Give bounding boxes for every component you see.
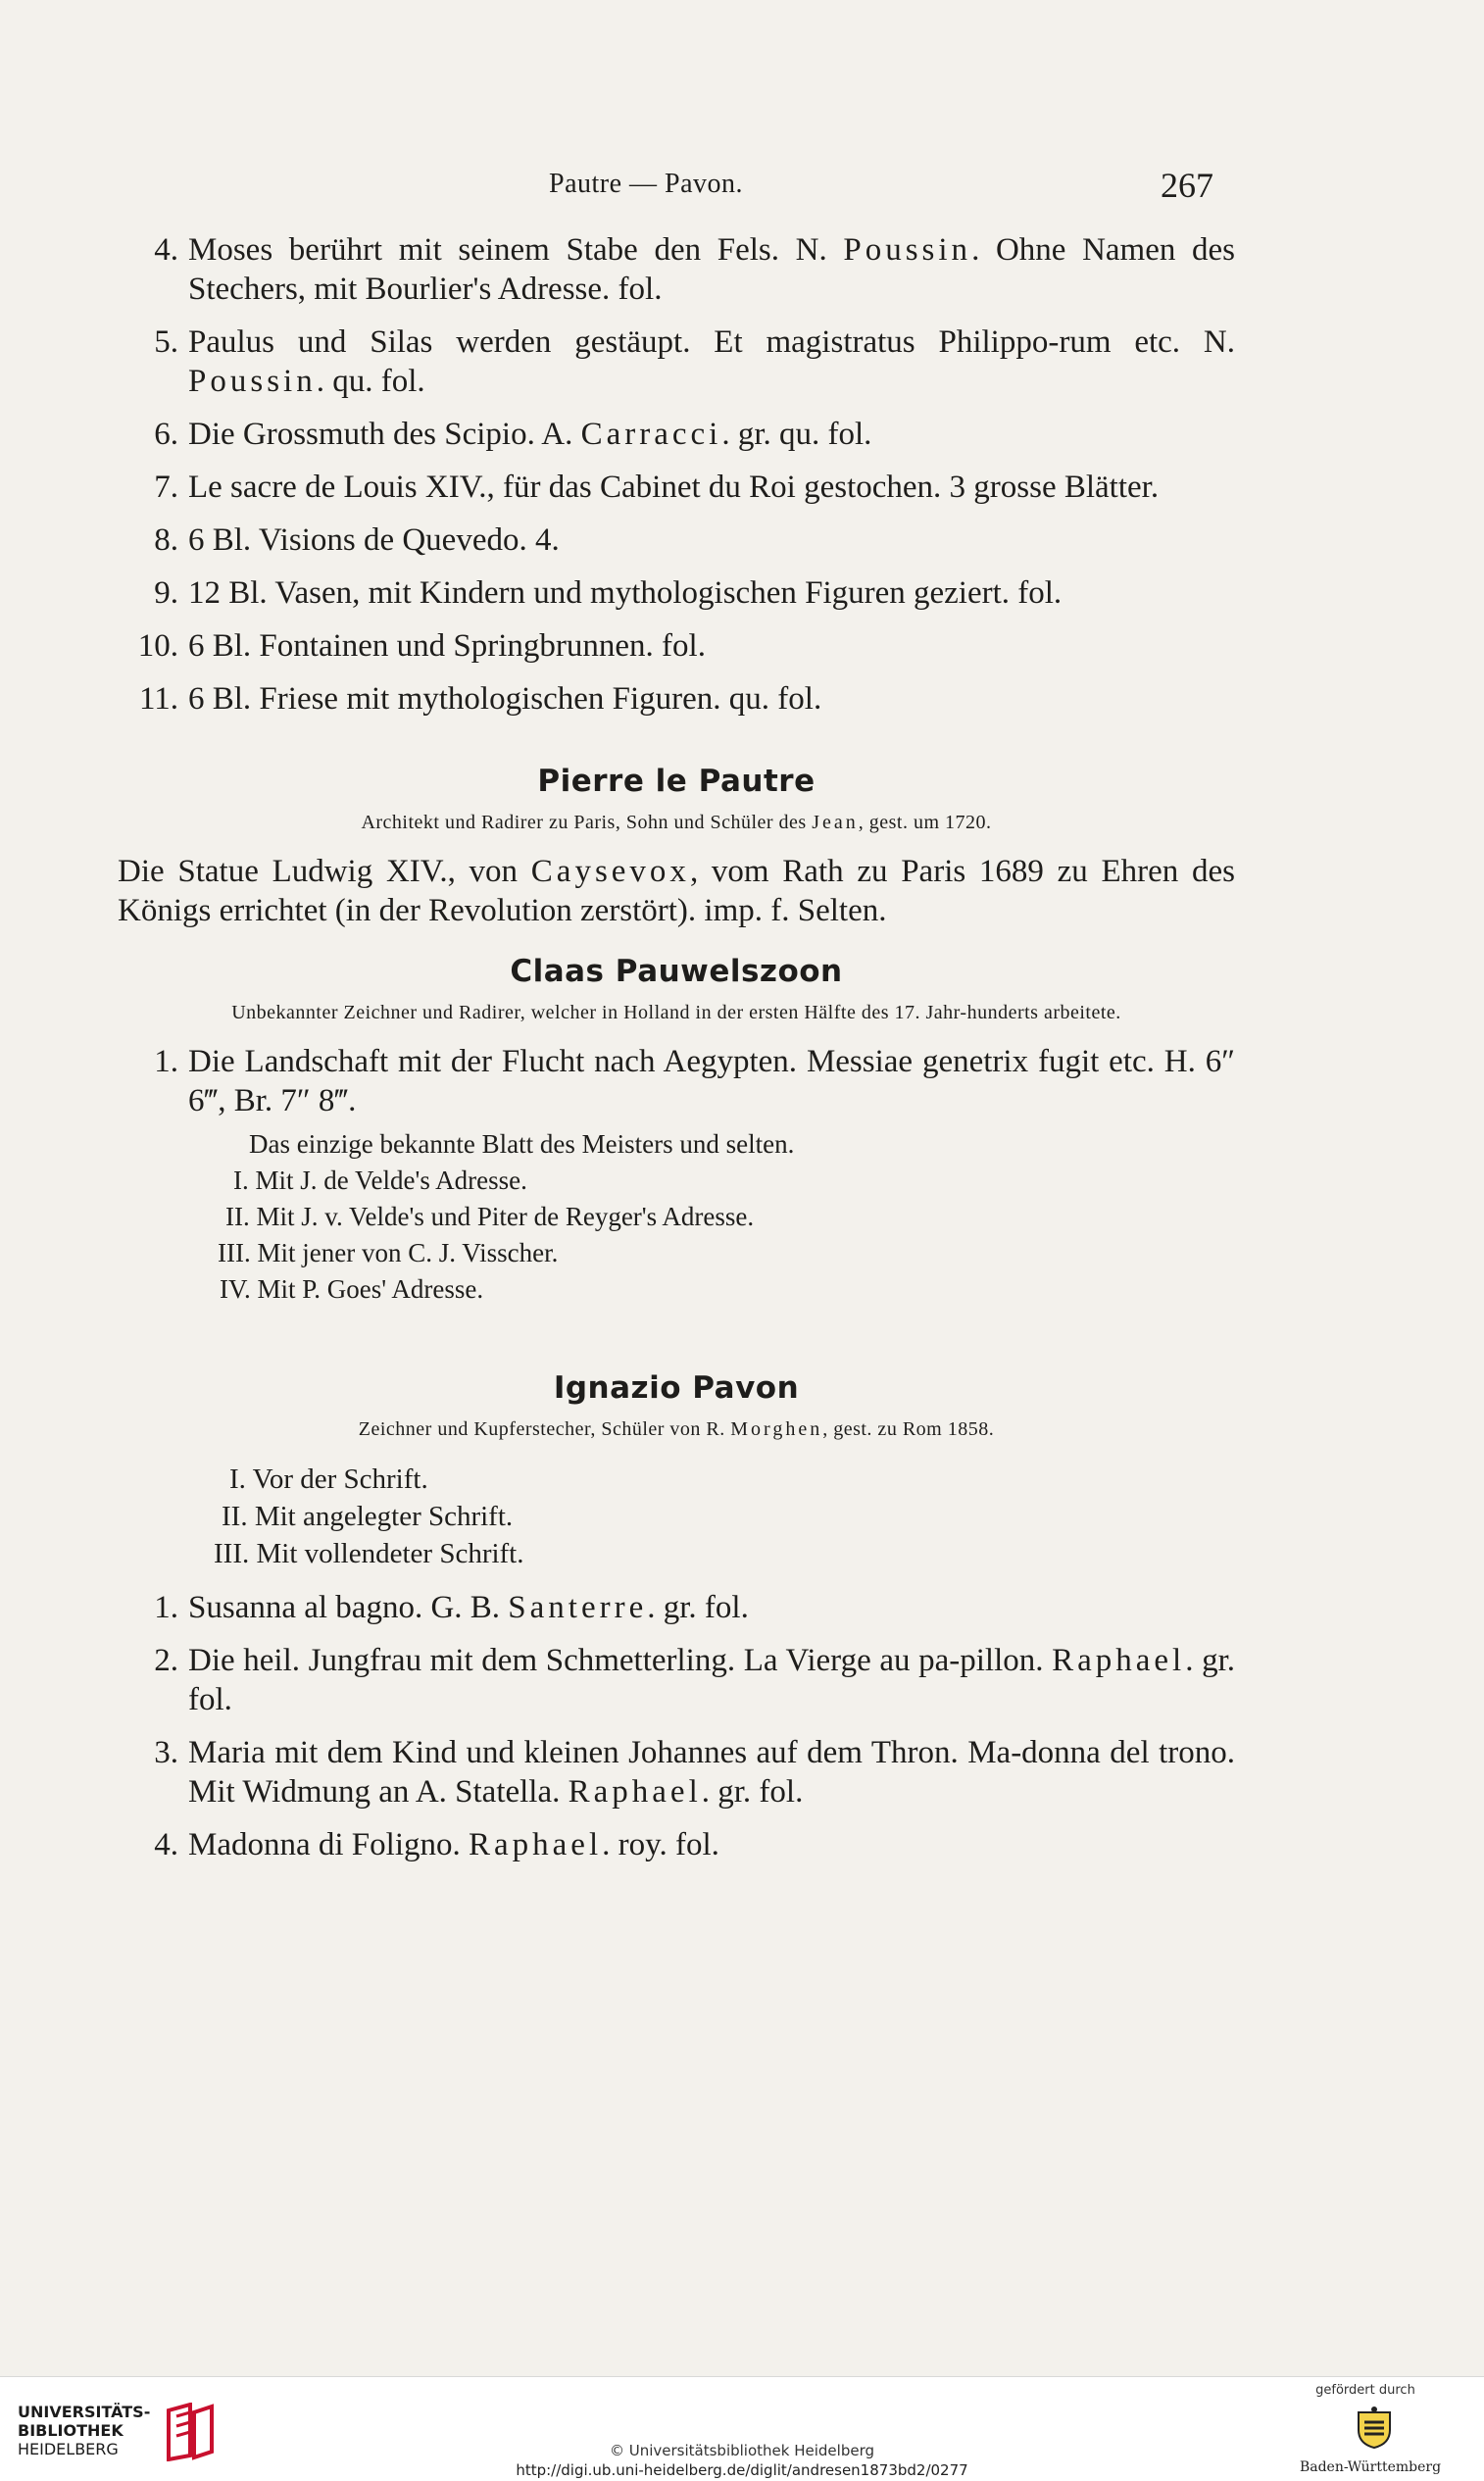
entry-list-pautre (118, 230, 1235, 719)
section-subtitle: Unbekannter Zeichner und Radirer, welcher in Holland in der ersten Hälfte des 17. Jahr-hunderts arbeitete. (231, 1002, 1121, 1023)
entry-note: Das einzige bekannte Blatt des Meisters und selten. (249, 1129, 795, 1159)
state-item: III. Mit vollendeter Schrift. (214, 1538, 524, 1569)
list-item: 6. Die Grossmuth des Scipio. A. Carracci. gr. qu. fol. (154, 417, 872, 452)
list-item: 9. 12 Bl. Vasen, mit Kindern und mythologischen Figuren geziert. fol. (154, 575, 1063, 611)
section-paragraph: Die Statue Ludwig XIV., von Caysevox, vom Rath zu Paris 1689 zu Ehren des Königs errichtet (in der Revolution zerstört). imp. f. Selten. (118, 854, 1235, 928)
entry-list-pavon (118, 1588, 1235, 1864)
state-list (118, 1163, 1235, 1308)
state-item: IV. Mit P. Goes' Adresse. (220, 1274, 484, 1304)
state-list (118, 1461, 1235, 1572)
state-item: III. Mit jener von C. J. Visscher. (218, 1238, 559, 1267)
section-title-pierre-le-pautre: Pierre le Pautre (537, 764, 816, 799)
page-header (0, 165, 1484, 204)
list-item: 10. 6 Bl. Fontainen und Springbrunnen. fol. (137, 628, 706, 664)
list-item: 11. 6 Bl. Friese mit mythologischen Figuren. qu. fol. (138, 681, 822, 717)
library-logo[interactable]: UNIVERSITÄTS- BIBLIOTHEK HEIDELBERG (18, 2403, 150, 2458)
list-item: 3. Maria mit dem Kind und kleinen Johannes auf dem Thron. Ma-donna del trono. Mit Widmung an A. Statella. Raphael. gr. fol. (154, 1735, 1235, 1810)
section-title-claas-pauwelszoon: Claas Pauwelszoon (510, 954, 843, 989)
funding-label: gefördert durch (1315, 2383, 1415, 2398)
permalink[interactable]: http://digi.ub.uni-heidelberg.de/diglit/andresen1873bd2/0277 (516, 2461, 968, 2479)
list-item: 5. Paulus und Silas werden gestäupt. Et magistratus Philippo-rum etc. N. Poussin. qu. fol. (154, 324, 1235, 399)
state-seal-icon (1355, 2407, 1394, 2450)
library-footer (0, 2376, 1484, 2481)
list-item: 4. Moses berührt mit seinem Stabe den Fels. N. Poussin. Ohne Namen des Stechers, mit Bourlier's Adresse. fol. (154, 232, 1235, 307)
list-item: 1. Susanna al bagno. G. B. Santerre. gr. fol. (154, 1590, 749, 1625)
state-item: II. Mit J. v. Velde's und Piter de Reyger's Adresse. (225, 1202, 755, 1231)
page-content (118, 230, 1235, 1878)
list-item: 8. 6 Bl. Visions de Quevedo. 4. (154, 522, 560, 558)
section-title-ignazio-pavon: Ignazio Pavon (553, 1370, 800, 1406)
page-number: 267 (1161, 166, 1213, 205)
list-item: 4. Madonna di Foligno. Raphael. roy. fol. (154, 1827, 719, 1862)
list-item: 1. Die Landschaft mit der Flucht nach Aegypten. Messiae genetrix fugit etc. H. 6″ 6‴, Br. 7″ 8‴. (154, 1044, 1235, 1118)
sponsor-name: Baden-Württemberg (1299, 2459, 1442, 2475)
copyright-notice: © Universitätsbibliothek Heidelberg (609, 2442, 874, 2459)
section-subtitle: Zeichner und Kupferstecher, Schüler von R. Morghen, gest. zu Rom 1858. (358, 1418, 995, 1440)
state-item: I. Mit J. de Velde's Adresse. (233, 1166, 527, 1195)
section-subtitle: Architekt und Radirer zu Paris, Sohn und Schüler des Jean, gest. um 1720. (361, 812, 992, 833)
running-head: Pautre — Pavon. (549, 169, 744, 199)
state-item: II. Mit angelegter Schrift. (222, 1501, 514, 1532)
state-item: I. Vor der Schrift. (229, 1464, 428, 1495)
list-item: 2. Die heil. Jungfrau mit dem Schmetterling. La Vierge au pa-pillon. Raphael. gr. fol. (154, 1643, 1235, 1717)
list-item: 7. Le sacre de Louis XIV., für das Cabinet du Roi gestochen. 3 grosse Blätter. (154, 470, 1160, 505)
